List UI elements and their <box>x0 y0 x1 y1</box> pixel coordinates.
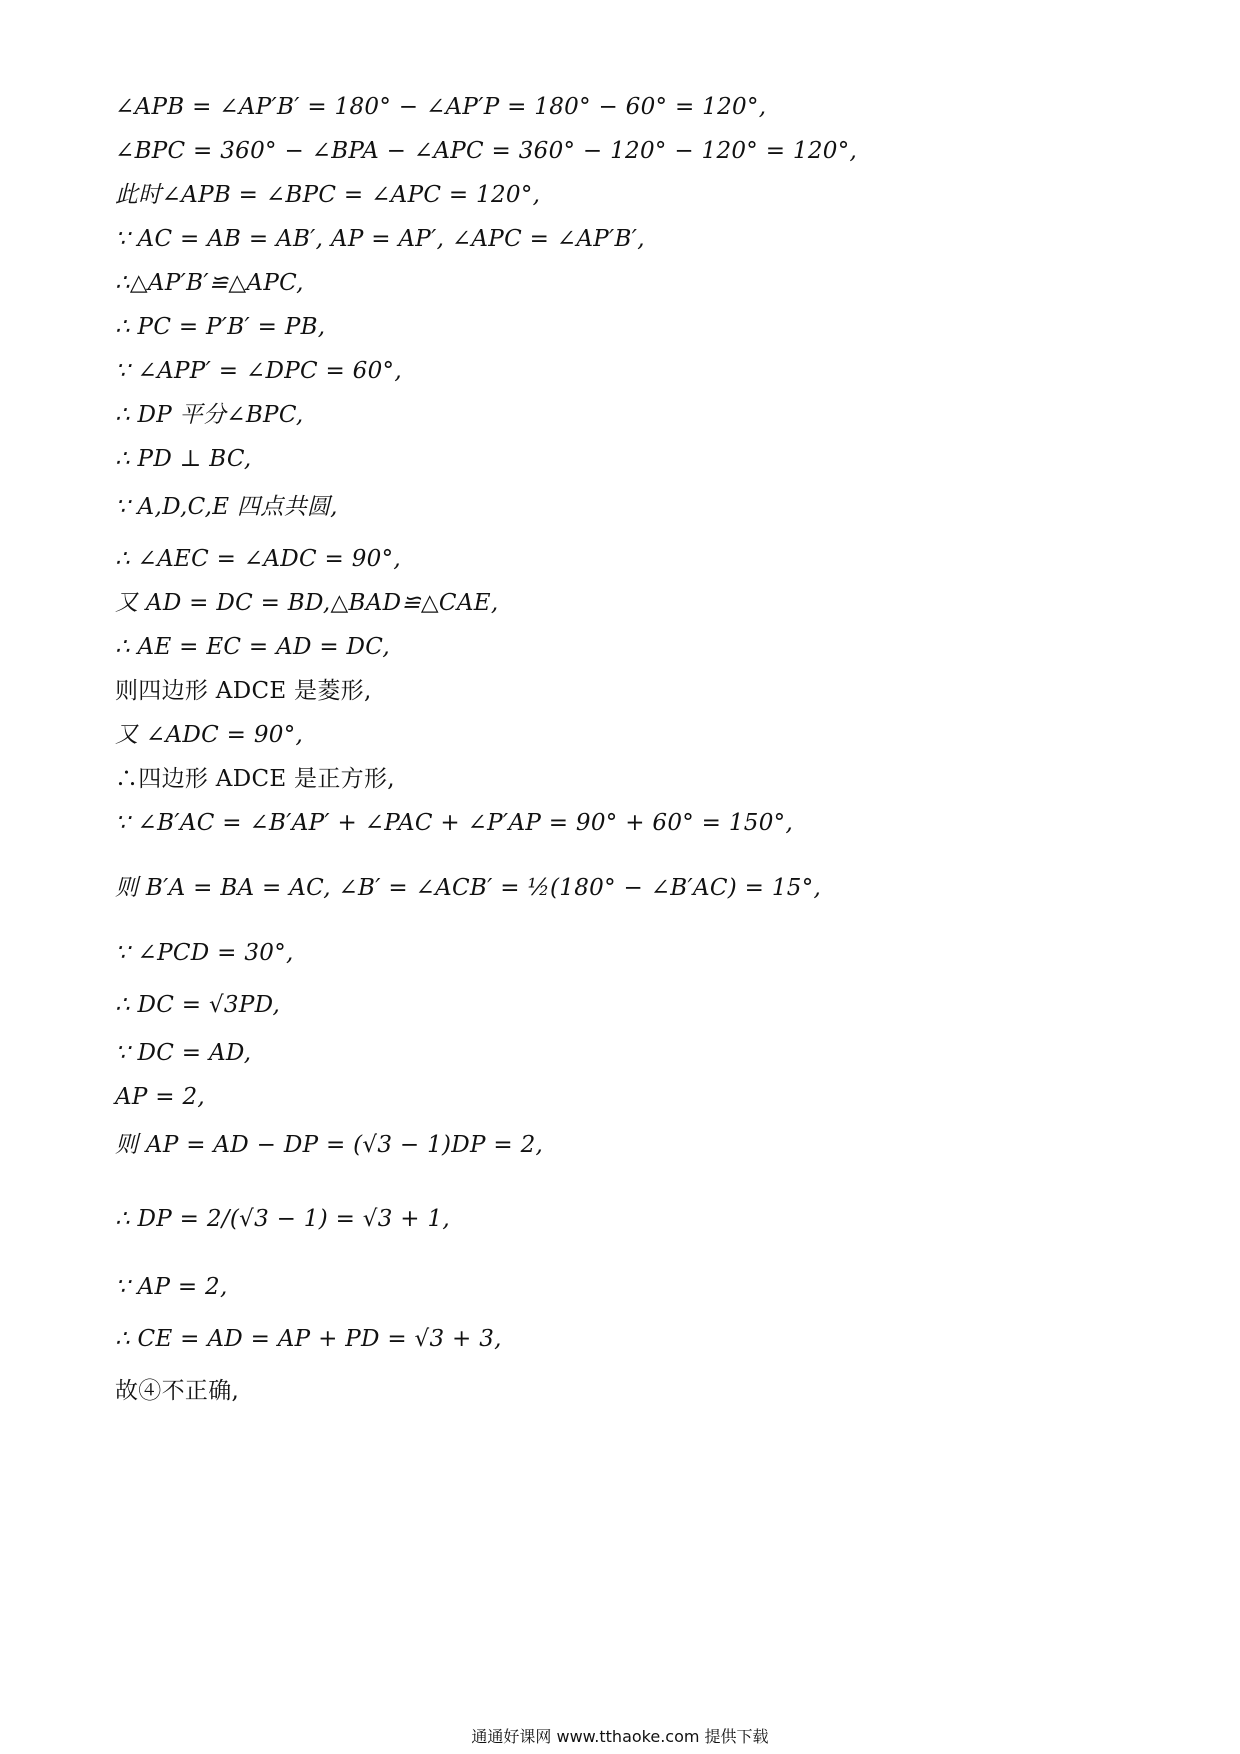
solution-line: ∴ DP = 2/(√3 − 1) = √3 + 1, <box>115 1206 451 1232</box>
solution-line: ∴ ∠AEC = ∠ADC = 90°, <box>115 546 401 572</box>
solution-line: ∴ PD ⊥ BC, <box>115 446 252 472</box>
solution-line: ∴ DP 平分∠BPC, <box>115 402 304 428</box>
solution-line: ∵ AP = 2, <box>115 1274 228 1300</box>
solution-line: AP = 2, <box>115 1084 206 1110</box>
solution-line: ∵ ∠B′AC = ∠B′AP′ + ∠PAC + ∠P′AP = 90° + 60° = 150°, <box>115 810 794 836</box>
solution-line: 则四边形 ADCE 是菱形, <box>115 678 372 704</box>
solution-line: 又 ∠ADC = 90°, <box>115 722 304 748</box>
solution-line: ∵ AC = AB = AB′, AP = AP′, ∠APC = ∠AP′B′, <box>115 226 645 252</box>
solution-line: 此时∠APB = ∠BPC = ∠APC = 120°, <box>115 182 541 208</box>
solution-line: ∵ DC = AD, <box>115 1040 252 1066</box>
solution-line: ∴ CE = AD = AP + PD = √3 + 3, <box>115 1326 502 1352</box>
solution-line: ∠BPC = 360° − ∠BPA − ∠APC = 360° − 120° − 120° = 120°, <box>115 138 858 164</box>
solution-line: ∴ DC = √3PD, <box>115 992 281 1018</box>
solution-line: ∴四边形 ADCE 是正方形, <box>115 766 395 792</box>
footer-watermark: 通通好课网 www.tthaoke.com 提供下载 <box>471 1727 769 1746</box>
solution-line: 故④不正确, <box>115 1378 240 1404</box>
solution-line: ∵ ∠APP′ = ∠DPC = 60°, <box>115 358 402 384</box>
solution-line: ∴ PC = P′B′ = PB, <box>115 314 326 340</box>
solution-line: ∴ AE = EC = AD = DC, <box>115 634 390 660</box>
solution-line: ∵ ∠PCD = 30°, <box>115 940 294 966</box>
solution-line: 则 AP = AD − DP = (√3 − 1)DP = 2, <box>115 1132 544 1158</box>
solution-line: ∴△AP′B′≌△APC, <box>115 270 304 296</box>
solution-line: 则 B′A = BA = AC, ∠B′ = ∠ACB′ = ½(180° − ∠B′AC) = 15°, <box>115 875 822 901</box>
solution-line: ∠APB = ∠AP′B′ = 180° − ∠AP′P = 180° − 60° = 120°, <box>115 94 767 120</box>
solution-line: 又 AD = DC = BD,△BAD≌△CAE, <box>115 590 499 616</box>
solution-line: ∵ A,D,C,E 四点共圆, <box>115 494 338 520</box>
